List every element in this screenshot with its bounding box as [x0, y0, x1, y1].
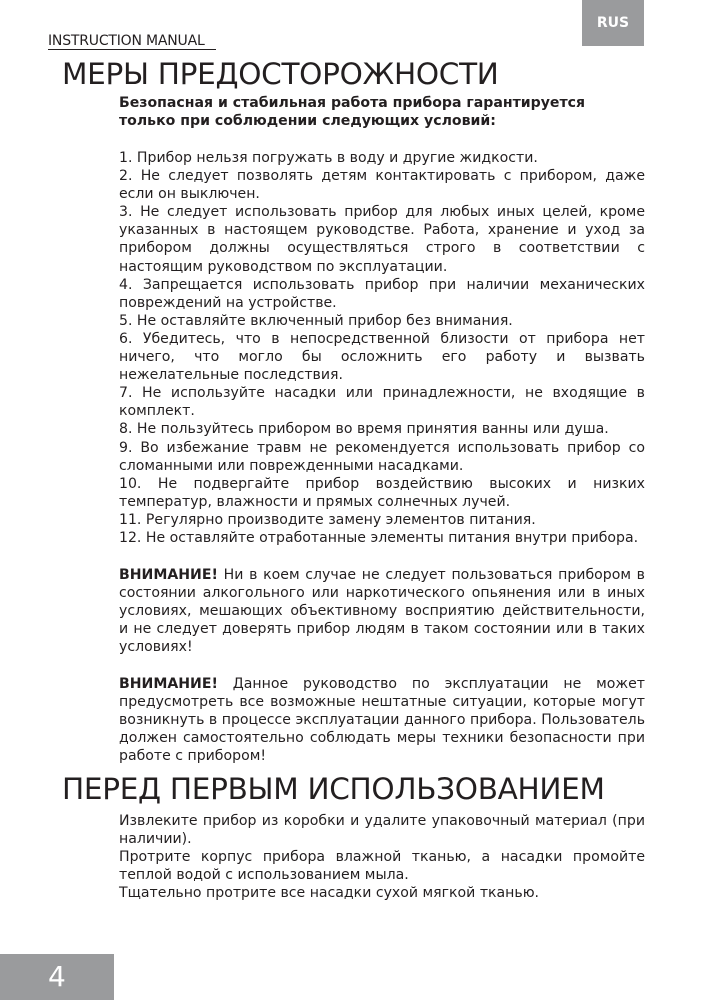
- list-item: 3. Не следует использовать прибор для любых иных целей, кроме указанных в настоящем руководстве. Работа, хранение и уход за прибором должны осуществляться строго в соответствии с настоящим руководством по эксплуатации.: [119, 204, 645, 275]
- paragraph: Извлеките прибор из коробки и удалите упаковочный материал (при наличии).: [119, 813, 645, 848]
- list-item: 2. Не следует позволять детям контактировать с прибором, даже если он выключен.: [119, 168, 645, 203]
- language-tab: RUS: [582, 0, 644, 46]
- list-item: 5. Не оставляйте включенный прибор без внимания.: [119, 312, 513, 329]
- paragraph: Тщательно протрите все насадки сухой мягкой тканью.: [119, 885, 540, 902]
- list-item: 6. Убедитесь, что в непосредственной близости от прибора нет ничего, что могло бы осложнить его работу и вызвать нежелательные последствия.: [119, 330, 645, 384]
- warning-paragraph: [119, 566, 645, 656]
- before-first-use-title: ПЕРЕД ПЕРВЫМ ИСПОЛЬЗОВАНИЕМ: [62, 772, 605, 806]
- manual-label: INSTRUCTION MANUAL: [48, 33, 205, 49]
- precautions-list: [119, 149, 645, 547]
- warning-paragraph: [119, 675, 645, 765]
- list-item: 10. Не подвергайте прибор воздействию высоких и низких температур, влажности и прямых солнечных лучей.: [119, 475, 645, 510]
- warning-label: ВНИМАНИЕ!: [119, 567, 218, 583]
- warning-text: Ни в коем случае не следует пользоваться прибором в состоянии алкогольного или наркотического опьянения или в иных условиях, мешающих объективному восприятию действительности, и не следует доверять прибор людям в таком состоянии или в таких условиях!: [119, 567, 645, 656]
- precautions-title: МЕРЫ ПРЕДОСТОРОЖНОСТИ: [62, 57, 499, 91]
- precautions-intro: [119, 94, 645, 130]
- list-item: 8. Не пользуйтесь прибором во время принятия ванны или душа.: [119, 421, 609, 438]
- list-item: 11. Регулярно производите замену элементов питания.: [119, 511, 536, 528]
- before-first-use-text: [119, 812, 645, 902]
- warning-text: Данное руководство по эксплуатации не может предусмотреть все возможные нештатные ситуации, которые могут возникнуть в процессе эксплуатации данного прибора. Пользователь должен самостоятельно соблюдать меры техники безопасности при работе с прибором!: [119, 676, 645, 765]
- intro-text: Безопасная и стабильная работа прибора гарантируется только при соблюдении следующих условий:: [119, 95, 586, 130]
- list-item: 7. Не используйте насадки или принадлежности, не входящие в комплект.: [119, 385, 645, 420]
- list-item: 12. Не оставляйте отработанные элементы питания внутри прибора.: [119, 529, 639, 546]
- paragraph: Протрите корпус прибора влажной тканью, а насадки промойте теплой водой с использованием мыла.: [119, 849, 645, 884]
- warning-alcohol: [119, 566, 645, 656]
- warning-label: ВНИМАНИЕ!: [119, 676, 218, 692]
- header-rule: [48, 49, 216, 50]
- page-number-box: [0, 954, 114, 1000]
- list-item: 4. Запрещается использовать прибор при наличии механических повреждений на устройстве.: [119, 276, 645, 311]
- warning-manual: [119, 675, 645, 765]
- list-item: 1. Прибор нельзя погружать в воду и другие жидкости.: [119, 150, 538, 166]
- page-number: 4: [48, 960, 66, 993]
- list-item: 9. Во избежание травм не рекомендуется использовать прибор со сломанными или поврежденными насадками.: [119, 439, 645, 474]
